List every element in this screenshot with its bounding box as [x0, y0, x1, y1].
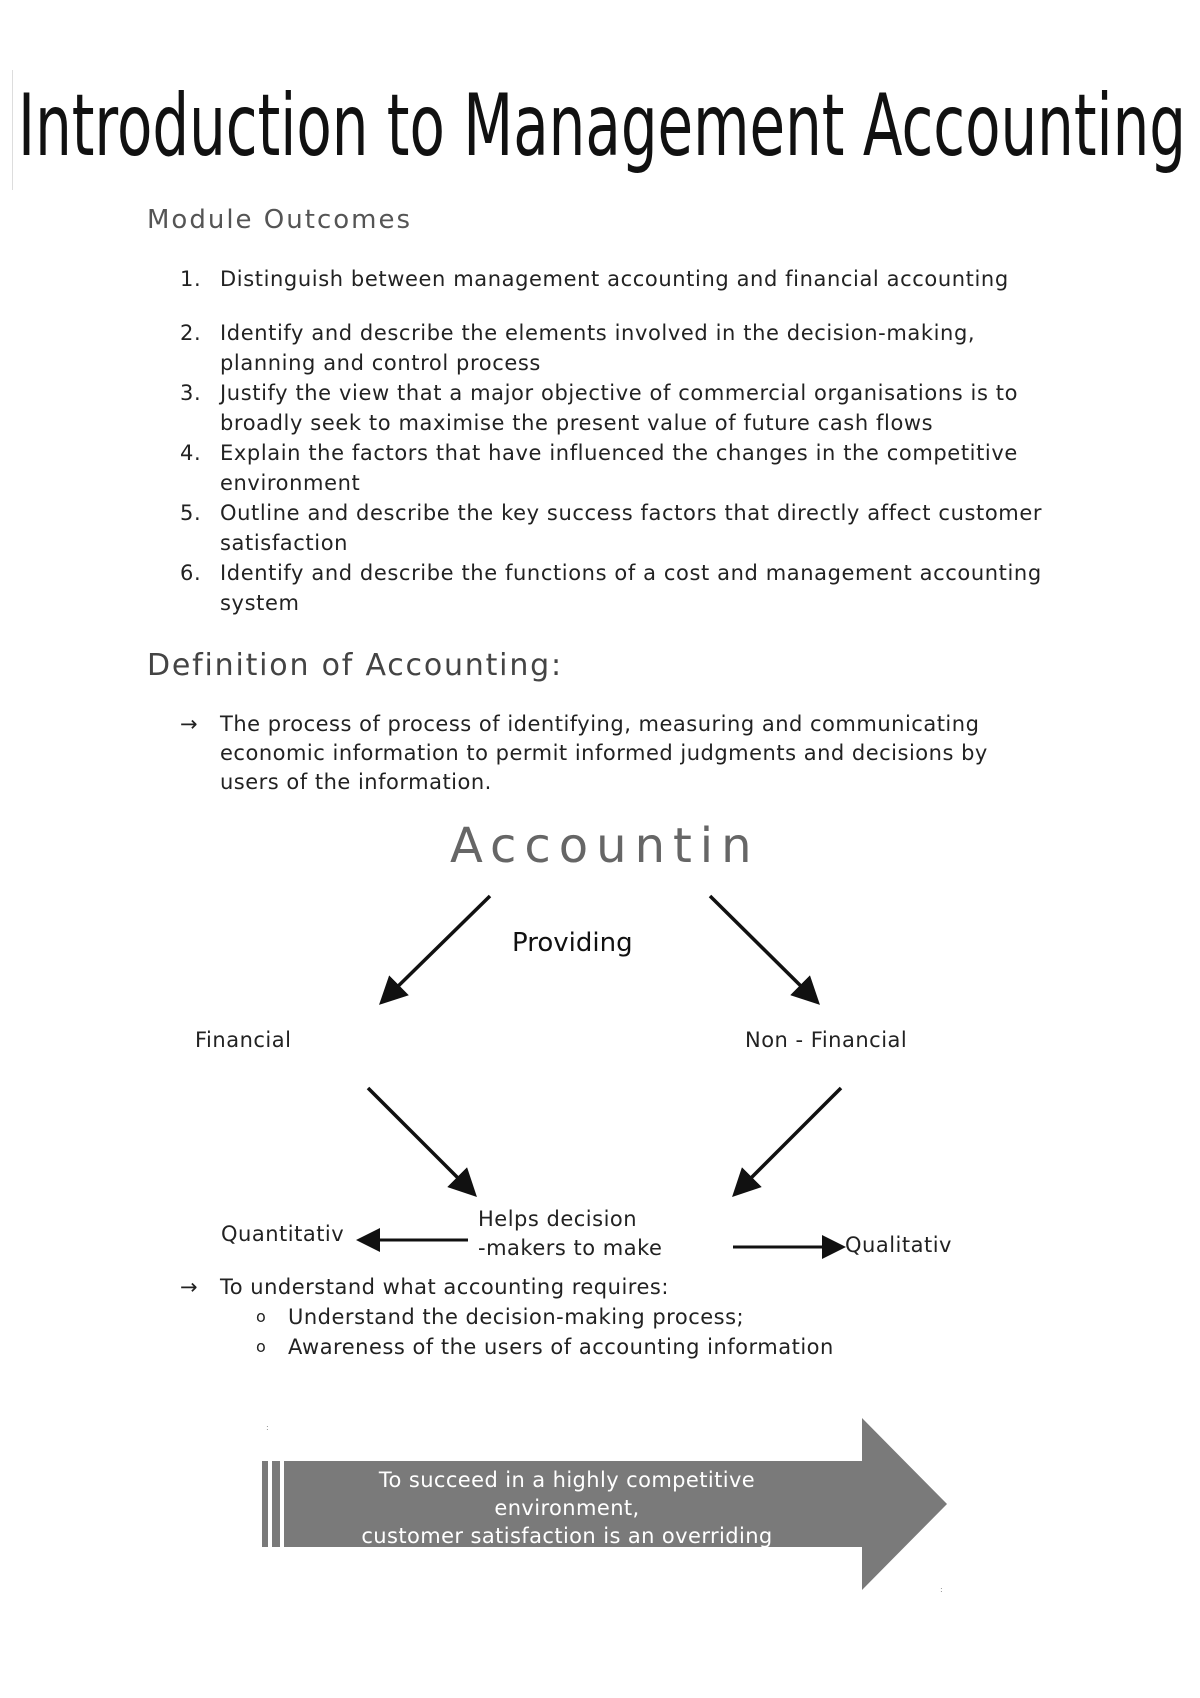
understand-lead: To understand what accounting requires:	[220, 1275, 669, 1299]
circle-bullet-icon: o	[256, 1337, 267, 1356]
outcome-number: 2.	[180, 321, 202, 345]
understand-section	[180, 1272, 1080, 1362]
outcome-item	[180, 318, 1060, 378]
outcome-text: Distinguish between management accounting and financial accounting	[220, 267, 1009, 291]
outcome-number: 3.	[180, 381, 202, 405]
diagram-title: Accountin	[450, 818, 760, 874]
page-title-svg	[18, 70, 1188, 190]
outcome-item	[180, 438, 1060, 498]
outcome-item	[180, 378, 1060, 438]
outcome-item	[180, 558, 1060, 618]
outcome-number: 6.	[180, 561, 202, 585]
diagram-decision-line2: -makers to make	[478, 1236, 663, 1260]
diagram-decision-line1: Helps decision	[478, 1207, 638, 1231]
arrow-financial-to-decision	[368, 1088, 472, 1192]
arrow-to-financial	[384, 896, 490, 1000]
outcome-text: Outline and describe the key success factors that directly affect customer satisfaction	[220, 501, 1043, 555]
diagram-non-financial-label: Non - Financial	[745, 1028, 908, 1052]
outcome-item	[180, 498, 1060, 558]
outcome-text: Identify and describe the elements involved in the decision-making, planning and control process	[220, 321, 976, 375]
list-item-text: Understand the decision-making process;	[288, 1305, 745, 1329]
module-outcomes-heading: Module Outcomes	[147, 205, 413, 235]
title-left-rule	[12, 70, 13, 190]
banner-line-1: To succeed in a highly competitive environment,	[378, 1468, 756, 1520]
banner-line-2: customer satisfaction is an overriding priority.	[361, 1524, 773, 1576]
definition-heading: Definition of Accounting:	[147, 648, 563, 683]
diagram-financial-label: Financial	[195, 1028, 292, 1052]
outcome-text: Explain the factors that have influenced the changes in the competitive environment	[220, 441, 1018, 495]
page-mark: :	[266, 1423, 269, 1432]
arrow-bullet-icon: →	[180, 1275, 199, 1299]
outcome-number: 1.	[180, 267, 202, 291]
priority-banner	[262, 1418, 947, 1590]
circle-bullet-icon: o	[256, 1307, 267, 1326]
diagram-qualitative-label: Qualitativ	[845, 1233, 952, 1257]
arrow-to-non-financial	[710, 896, 815, 1000]
list-item	[256, 1332, 1080, 1362]
page-mark: :	[940, 1585, 943, 1594]
diagram-decision-label	[478, 1205, 662, 1263]
banner-text	[322, 1466, 812, 1578]
outcomes-list	[180, 264, 1060, 618]
outcome-text: Identify and describe the functions of a cost and management accounting system	[220, 561, 1042, 615]
outcome-number: 5.	[180, 501, 202, 525]
page-title	[18, 70, 1188, 190]
outcome-item	[180, 264, 1060, 294]
definition-bullet	[180, 710, 1040, 797]
definition-text: The process of process of identifying, measuring and communicating economic information to permit informed judgments and decisions by users of the information.	[220, 712, 988, 794]
arrow-non-financial-to-decision	[737, 1088, 841, 1192]
understand-bullet	[180, 1272, 1080, 1302]
page-title-text: Introduction to Management Accounting	[18, 76, 1186, 176]
outcome-text: Justify the view that a major objective of commercial organisations is to broadly seek to maximise the present value of future cash flows	[220, 381, 1019, 435]
diagram-quantitative-label: Quantitativ	[221, 1222, 345, 1246]
diagram-center-label: Providing	[512, 928, 633, 958]
understand-sub-list	[256, 1302, 1080, 1362]
list-item-text: Awareness of the users of accounting information	[288, 1335, 834, 1359]
arrow-bullet-icon: →	[180, 712, 199, 736]
outcome-number: 4.	[180, 441, 202, 465]
list-item	[256, 1302, 1080, 1332]
